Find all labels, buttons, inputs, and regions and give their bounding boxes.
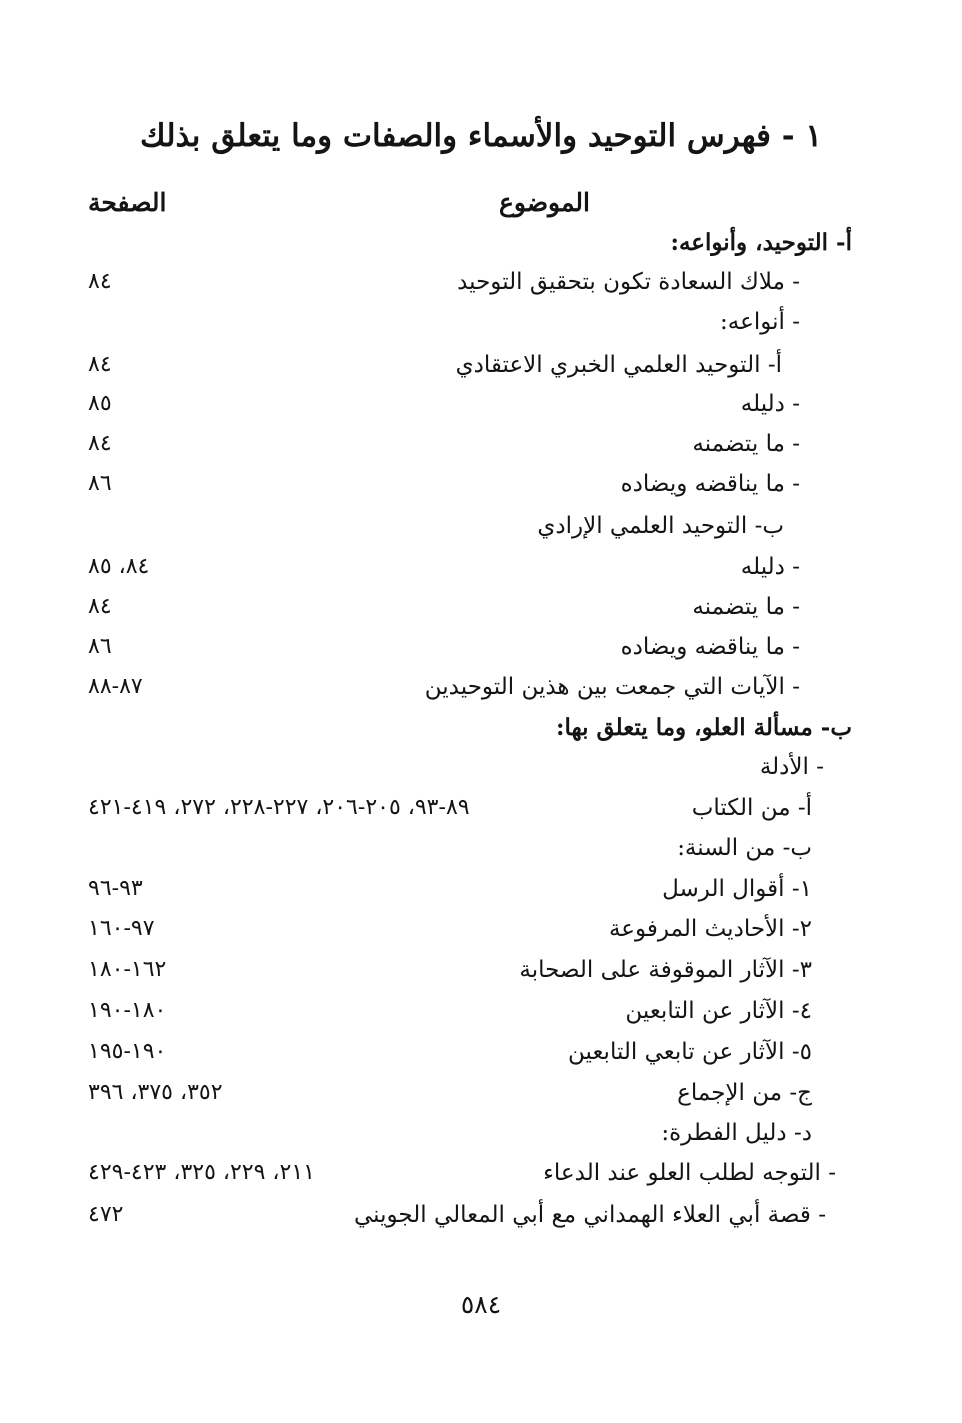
index-entry bbox=[0, 1039, 962, 1079]
index-entry bbox=[0, 998, 962, 1038]
column-header-page: الصفحة bbox=[88, 188, 167, 217]
entry-topic: - ما يتضمنه bbox=[692, 594, 800, 620]
page-number: ٥٨٤ bbox=[460, 1290, 502, 1319]
entry-topic: ٤- الآثار عن التابعين bbox=[625, 998, 812, 1024]
entry-topic: أ- التوحيد العلمي الخبري الاعتقادي bbox=[455, 352, 782, 378]
index-entry bbox=[0, 513, 962, 553]
entry-topic: ٣- الآثار الموقوفة على الصحابة bbox=[519, 957, 812, 983]
entry-topic: - دليله bbox=[740, 554, 800, 580]
index-entry bbox=[0, 1080, 962, 1120]
entry-topic: - قصة أبي العلاء الهمداني مع أبي المعالي الجويني bbox=[354, 1202, 826, 1228]
entry-page: ٨٧-٨٨ bbox=[88, 674, 143, 699]
column-header-topic: الموضوع bbox=[499, 188, 590, 217]
entry-page: ٤٧٢ bbox=[88, 1202, 124, 1227]
index-entry bbox=[0, 795, 962, 835]
entry-page: ١٨٠-١٩٠ bbox=[88, 998, 167, 1023]
index-entry bbox=[0, 352, 962, 392]
entry-topic: - ملاك السعادة تكون بتحقيق التوحيد bbox=[457, 269, 800, 295]
entry-topic: - أنواعه: bbox=[720, 309, 800, 335]
index-entry bbox=[0, 876, 962, 916]
entry-topic: ج- من الإجماع bbox=[677, 1080, 812, 1106]
entry-page: ٨٥ bbox=[88, 391, 112, 416]
section-heading bbox=[0, 229, 962, 269]
index-entry bbox=[0, 754, 962, 794]
entry-topic: ب- مسألة العلو، وما يتعلق بها: bbox=[555, 714, 852, 741]
entry-topic: أ- من الكتاب bbox=[691, 795, 812, 821]
entry-page: ٨٤ bbox=[88, 431, 112, 456]
entry-page: ٨٤ bbox=[88, 352, 112, 377]
index-entry bbox=[0, 594, 962, 634]
index-entry bbox=[0, 674, 962, 714]
index-entry bbox=[0, 309, 962, 349]
entry-topic: ٥- الآثار عن تابعي التابعين bbox=[568, 1039, 812, 1065]
index-entry bbox=[0, 391, 962, 431]
entry-page: ٨٤، ٨٥ bbox=[88, 554, 150, 579]
entry-topic: - التوجه لطلب العلو عند الدعاء bbox=[543, 1160, 836, 1186]
entry-topic: ب- التوحيد العلمي الإرادي bbox=[537, 513, 784, 539]
entry-topic: ١- أقوال الرسل bbox=[662, 876, 812, 902]
index-entry bbox=[0, 269, 962, 309]
entry-topic: - ما يناقضه ويضاده bbox=[620, 634, 800, 660]
page-title: ١ - فهرس التوحيد والأسماء والصفات وما يتعلق بذلك bbox=[139, 118, 823, 154]
entry-page: ١٦٢-١٨٠ bbox=[88, 957, 167, 982]
entry-page: ٨٩-٩٣، ٢٠٥-٢٠٦، ٢٢٧-٢٢٨، ٢٧٢، ٤١٩-٤٢١ bbox=[88, 795, 470, 820]
index-entry bbox=[0, 1202, 962, 1242]
entry-topic: - الأدلة bbox=[759, 754, 824, 780]
entry-topic: ٢- الأحاديث المرفوعة bbox=[608, 916, 812, 942]
entry-page: ٩٧-١٦٠ bbox=[88, 916, 155, 941]
index-entry bbox=[0, 1160, 962, 1200]
entry-topic: - ما يتضمنه bbox=[692, 431, 800, 457]
index-entry bbox=[0, 835, 962, 875]
index-entry bbox=[0, 634, 962, 674]
index-entry bbox=[0, 1120, 962, 1160]
index-entry bbox=[0, 471, 962, 511]
entry-page: ٨٦ bbox=[88, 471, 112, 496]
section-heading bbox=[0, 714, 962, 754]
entry-page: ٣٥٢، ٣٧٥، ٣٩٦ bbox=[88, 1080, 223, 1105]
entry-page: ١٩٠-١٩٥ bbox=[88, 1039, 167, 1064]
entry-page: ٨٤ bbox=[88, 594, 112, 619]
entry-page: ٨٦ bbox=[88, 634, 112, 659]
entry-page: ٢١١، ٢٢٩، ٣٢٥، ٤٢٣-٤٢٩ bbox=[88, 1160, 315, 1185]
entry-topic: - الآيات التي جمعت بين هذين التوحيدين bbox=[424, 674, 800, 700]
entry-topic: أ- التوحيد، وأنواعه: bbox=[670, 229, 852, 256]
index-entry bbox=[0, 554, 962, 594]
index-entry bbox=[0, 916, 962, 956]
entry-topic: - ما يناقضه ويضاده bbox=[620, 471, 800, 497]
entry-topic: ب- من السنة: bbox=[677, 835, 812, 861]
entry-topic: د- دليل الفطرة: bbox=[661, 1120, 812, 1146]
entry-page: ٨٤ bbox=[88, 269, 112, 294]
entry-topic: - دليله bbox=[740, 391, 800, 417]
index-entry bbox=[0, 431, 962, 471]
index-entry bbox=[0, 957, 962, 997]
entry-page: ٩٣-٩٦ bbox=[88, 876, 143, 901]
